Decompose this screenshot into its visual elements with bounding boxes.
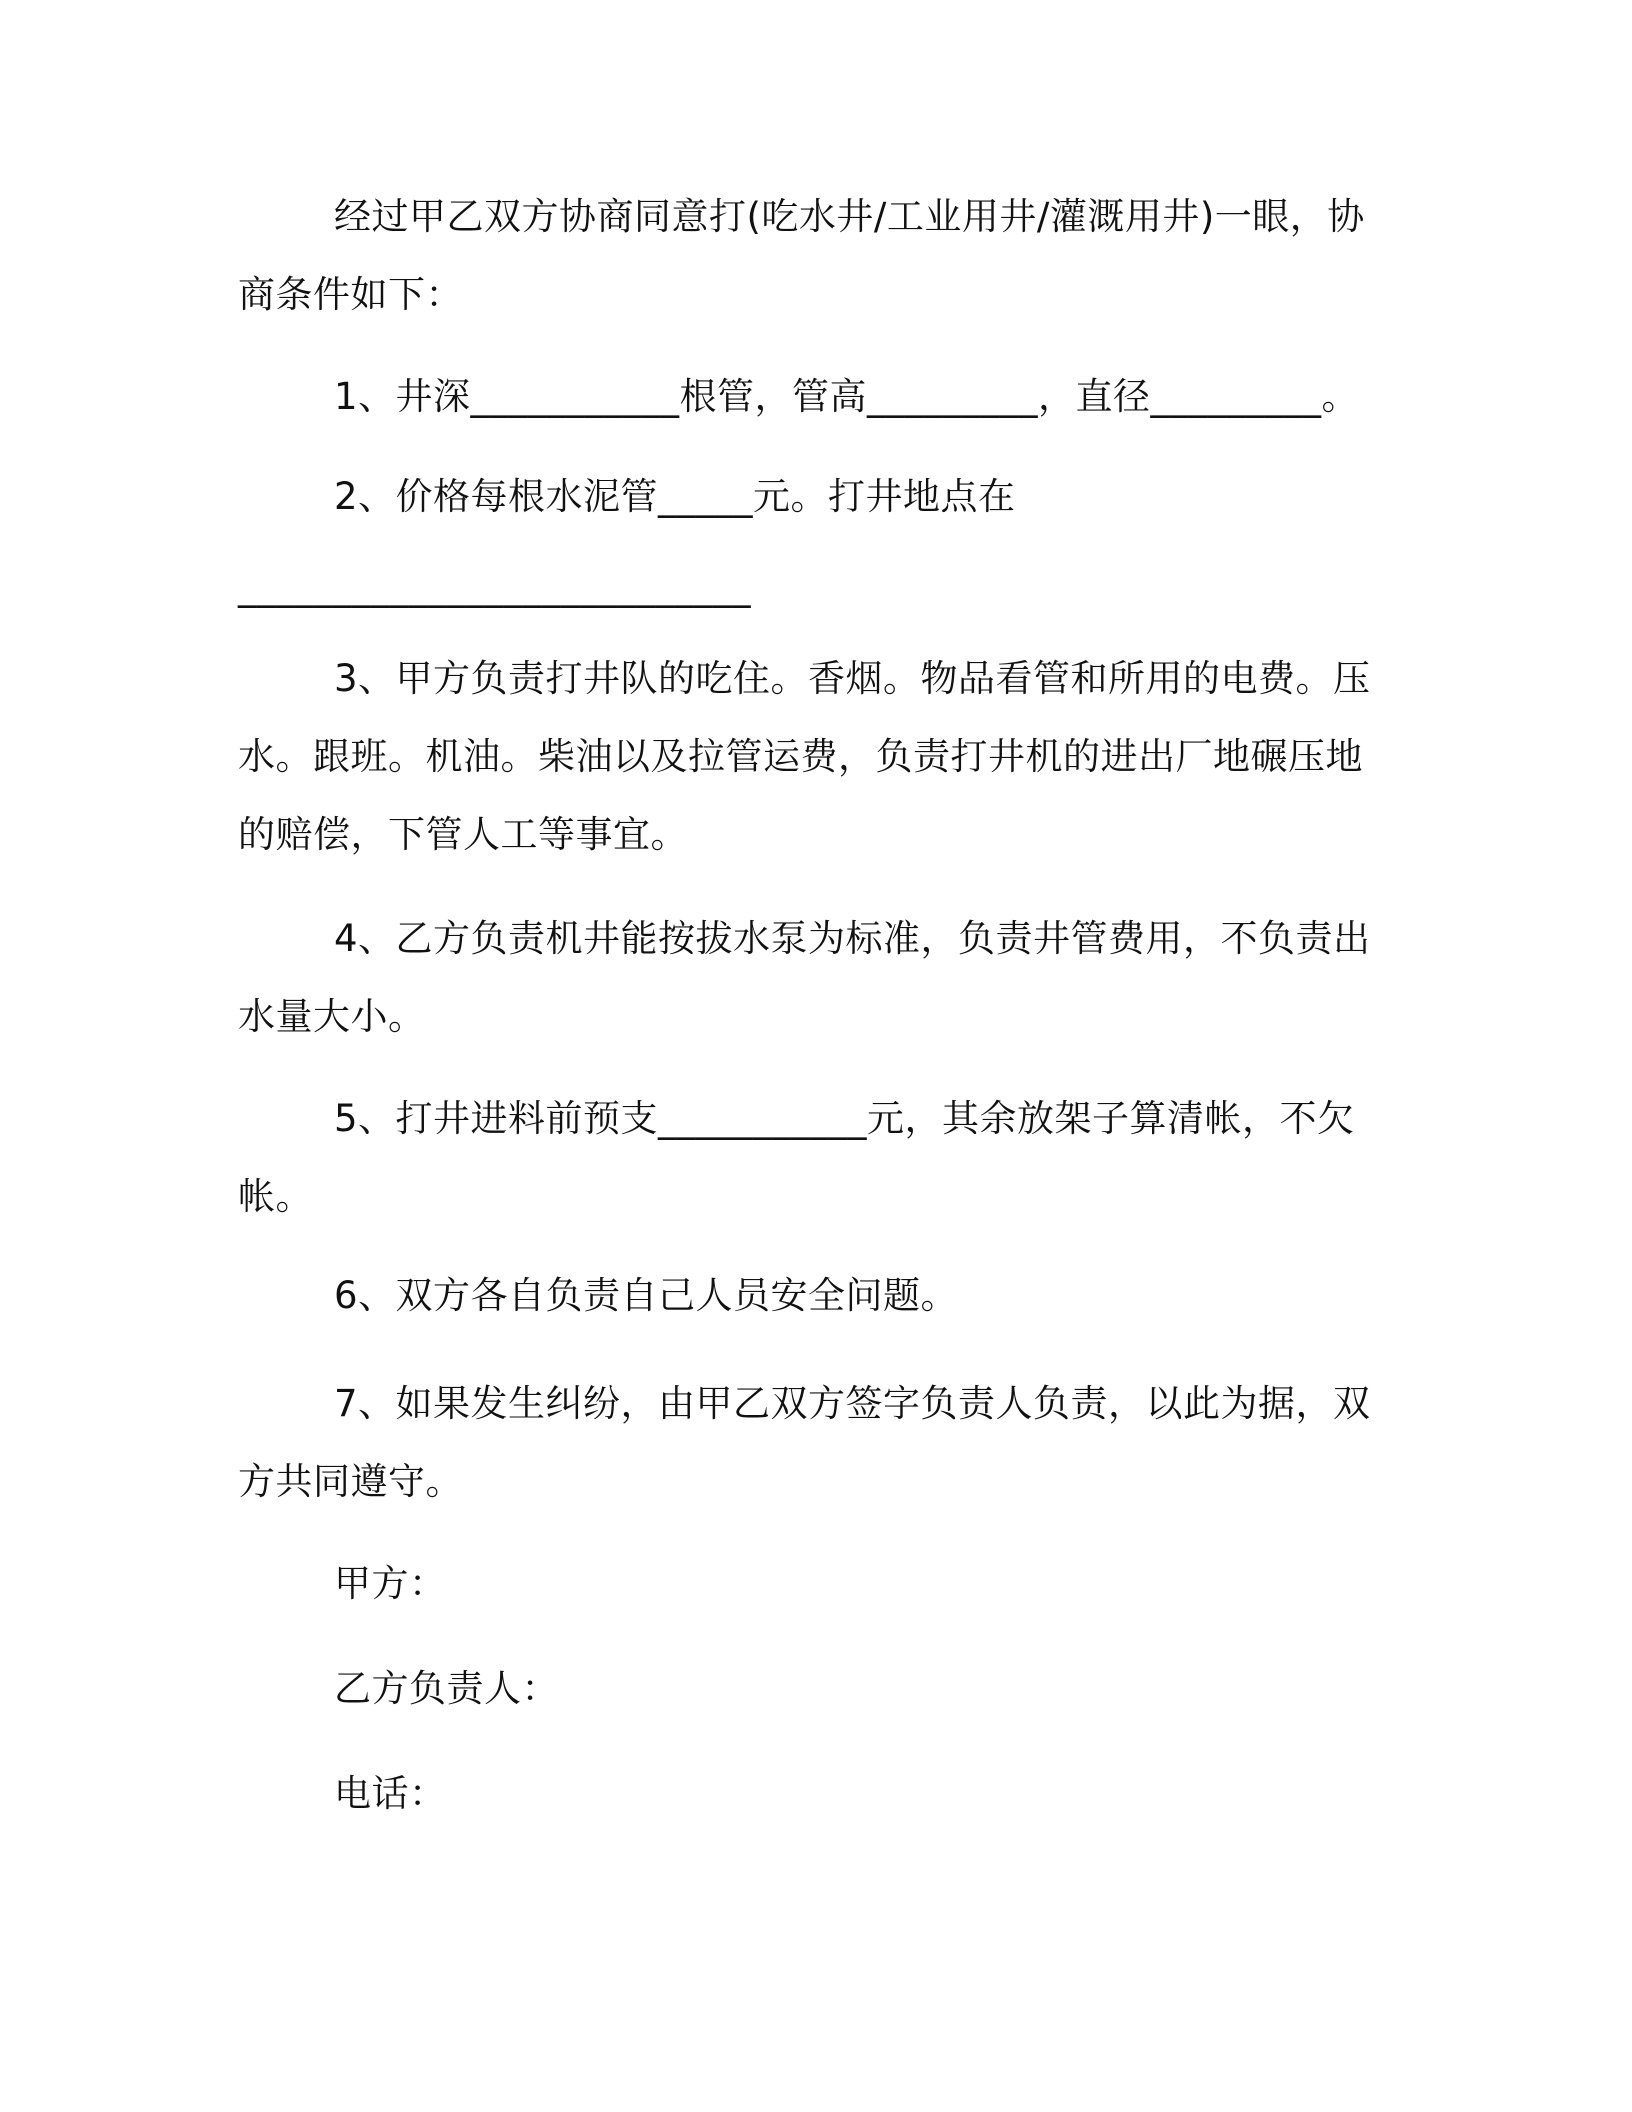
clause-7: 7、如果发生纠纷，由甲乙双方签字负责人负责，以此为据，双方共同遵守。 [238, 1382, 1371, 1503]
phone-label: 电话： [334, 1772, 447, 1815]
clause-5: 5、打井进料前预支___________元，其余放架子算清帐，不欠帐。 [238, 1097, 1355, 1218]
intro-paragraph: 经过甲乙双方协商同意打(吃水井/工业用井/灌溉用井)一眼，协商条件如下： [238, 195, 1365, 316]
party-b-representative-label: 乙方负责人： [334, 1667, 559, 1710]
clause-2-line-1: 2、价格每根水泥管_____元。打井地点在 [334, 475, 1016, 518]
clause-2-line-2: ___________________________ [238, 565, 751, 608]
clause-3: 3、甲方负责打井队的吃住。香烟。物品看管和所用的电费。压水。跟班。机油。柴油以及拉管运费，负责打井机的进出厂地碾压地的赔偿，下管人工等事宜。 [238, 657, 1371, 856]
party-a-label: 甲方： [334, 1562, 447, 1605]
clause-6: 6、双方各自负责自己人员安全问题。 [334, 1274, 959, 1317]
clause-1: 1、井深___________根管，管高_________，直径_________。 [334, 375, 1360, 418]
clause-4: 4、乙方负责机井能按拔水泵为标准，负责井管费用，不负责出水量大小。 [238, 917, 1371, 1038]
